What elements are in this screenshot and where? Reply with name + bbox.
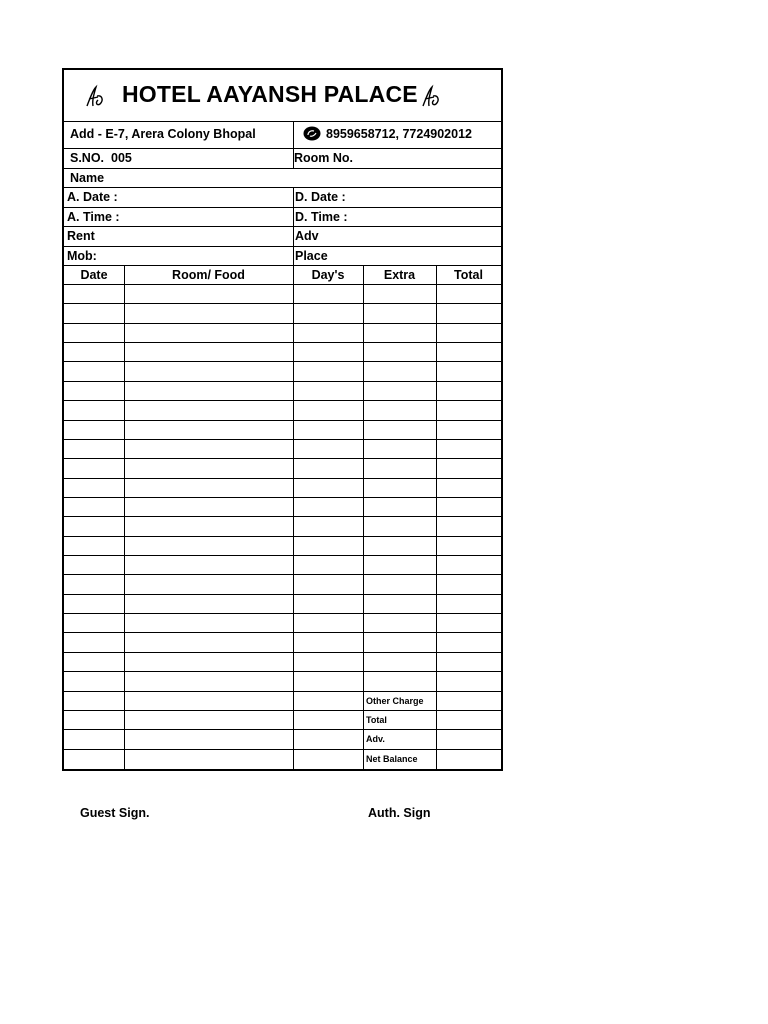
column-divider [293, 653, 294, 671]
column-divider [293, 595, 294, 613]
column-divider [293, 537, 294, 555]
column-divider [363, 459, 364, 477]
table-row [64, 304, 501, 323]
bill-form [62, 68, 503, 771]
sno-row [64, 149, 501, 169]
column-divider [124, 304, 125, 322]
column-divider [293, 266, 294, 284]
column-divider [293, 498, 294, 516]
table-row [64, 730, 501, 749]
table-row [64, 750, 501, 769]
column-divider [363, 517, 364, 535]
hotel-logo-icon [84, 84, 106, 110]
column-header: Extra [383, 268, 416, 282]
column-divider [436, 479, 437, 497]
table-row [64, 401, 501, 420]
column-divider [363, 633, 364, 651]
d-date-label: D. Date : [295, 190, 346, 204]
table-row [64, 324, 501, 343]
column-divider [363, 595, 364, 613]
column-divider [436, 343, 437, 361]
column-divider [124, 324, 125, 342]
column-header: Date [80, 268, 108, 282]
column-divider [293, 692, 294, 710]
address-text: Add - E-7, Arera Colony Bhopal [70, 127, 256, 141]
column-divider [293, 362, 294, 380]
table-row [64, 498, 501, 517]
mob-label: Mob: [67, 248, 97, 263]
column-divider [363, 614, 364, 632]
table-row [64, 285, 501, 304]
column-divider [124, 285, 125, 303]
column-divider [124, 730, 125, 748]
column-divider [124, 556, 125, 574]
column-divider [293, 711, 294, 729]
mob-row [64, 247, 501, 267]
table-header-row [64, 266, 501, 285]
column-divider [363, 362, 364, 380]
column-divider [124, 633, 125, 651]
column-divider [124, 672, 125, 690]
date-row [64, 188, 501, 208]
column-header: Total [454, 268, 483, 282]
table-row [64, 459, 501, 478]
table-row [64, 575, 501, 594]
table-row [64, 343, 501, 362]
column-divider [363, 324, 364, 342]
table-row [64, 440, 501, 459]
column-divider [436, 304, 437, 322]
rent-row [64, 227, 501, 247]
table-row [64, 537, 501, 556]
column-divider [436, 575, 437, 593]
rent-label: Rent [67, 229, 95, 243]
column-divider [124, 479, 125, 497]
column-divider [124, 614, 125, 632]
column-divider [363, 575, 364, 593]
column-divider [293, 421, 294, 439]
name-row [64, 169, 501, 188]
table-row [64, 595, 501, 614]
column-divider [124, 653, 125, 671]
summary-label: Net Balance [366, 753, 418, 764]
column-divider [293, 440, 294, 458]
a-time-label: A. Time : [67, 209, 120, 224]
column-divider [436, 324, 437, 342]
table-row [64, 517, 501, 536]
column-divider [124, 382, 125, 400]
column-divider [363, 401, 364, 419]
column-divider [293, 343, 294, 361]
column-header: Room/ Food [172, 268, 245, 282]
column-divider [124, 498, 125, 516]
adv-label: Adv [295, 229, 319, 243]
column-divider [124, 459, 125, 477]
column-divider [436, 653, 437, 671]
hotel-logo-icon [420, 84, 442, 110]
column-divider [293, 556, 294, 574]
column-divider [124, 517, 125, 535]
table-row [64, 692, 501, 711]
column-divider [436, 556, 437, 574]
summary-label: Other Charge [366, 695, 424, 706]
column-divider [436, 382, 437, 400]
table-row [64, 633, 501, 652]
column-divider [436, 633, 437, 651]
phone-cell [294, 122, 501, 148]
table-row [64, 479, 501, 498]
column-divider [293, 479, 294, 497]
column-divider [363, 556, 364, 574]
column-divider [363, 343, 364, 361]
column-divider [124, 440, 125, 458]
title-row [64, 70, 501, 122]
summary-label: Total [366, 714, 387, 725]
column-divider [363, 304, 364, 322]
column-divider [363, 285, 364, 303]
column-divider [436, 711, 437, 729]
column-divider [363, 421, 364, 439]
column-divider [124, 362, 125, 380]
table-row [64, 653, 501, 672]
column-divider [293, 672, 294, 690]
column-divider [293, 304, 294, 322]
column-divider [363, 653, 364, 671]
time-row [64, 208, 501, 228]
sno-cell [64, 149, 293, 168]
column-divider [436, 440, 437, 458]
column-divider [363, 479, 364, 497]
column-divider [293, 633, 294, 651]
column-divider [436, 498, 437, 516]
column-divider [363, 672, 364, 690]
column-divider [363, 537, 364, 555]
column-divider [293, 324, 294, 342]
room-no-label: Room No. [294, 151, 354, 165]
guest-sign-label: Guest Sign. [80, 806, 150, 820]
column-divider [124, 575, 125, 593]
column-divider [363, 440, 364, 458]
table-row [64, 421, 501, 440]
column-divider [124, 343, 125, 361]
column-divider [436, 517, 437, 535]
column-divider [293, 285, 294, 303]
column-divider [436, 537, 437, 555]
column-divider [436, 672, 437, 690]
column-divider [436, 459, 437, 477]
column-divider [124, 692, 125, 710]
name-label: Name [70, 171, 105, 185]
column-divider [436, 750, 437, 769]
column-divider [436, 614, 437, 632]
column-divider [124, 401, 125, 419]
column-divider [436, 730, 437, 748]
table-row [64, 556, 501, 575]
column-divider [436, 595, 437, 613]
table-row [64, 382, 501, 401]
table-row [64, 711, 501, 730]
column-divider [124, 421, 125, 439]
column-divider [293, 401, 294, 419]
column-divider [293, 750, 294, 769]
hotel-name: HOTEL AAYANSH PALACE [122, 81, 418, 107]
column-divider [436, 401, 437, 419]
column-divider [124, 711, 125, 729]
sno-value: 005 [111, 151, 132, 165]
table-row [64, 672, 501, 691]
column-divider [293, 517, 294, 535]
column-divider [124, 750, 125, 769]
phone-text: 8959658712, 7724902012 [326, 127, 472, 141]
column-divider [436, 362, 437, 380]
column-divider [124, 537, 125, 555]
column-divider [363, 266, 364, 284]
table-row [64, 362, 501, 381]
sno-label: S.NO. [70, 151, 105, 165]
column-divider [436, 692, 437, 710]
column-divider [436, 421, 437, 439]
column-divider [293, 575, 294, 593]
phone-icon [303, 126, 321, 141]
column-divider [363, 382, 364, 400]
column-divider [293, 459, 294, 477]
auth-sign-label: Auth. Sign [368, 806, 431, 820]
column-divider [293, 730, 294, 748]
column-divider [436, 266, 437, 284]
column-divider [363, 498, 364, 516]
summary-label: Adv. [366, 734, 385, 745]
place-label: Place [295, 248, 328, 263]
a-date-label: A. Date : [67, 190, 118, 204]
column-header: Day's [311, 268, 345, 282]
address-row [64, 122, 501, 149]
column-divider [124, 595, 125, 613]
column-divider [293, 382, 294, 400]
column-divider [124, 266, 125, 284]
d-time-label: D. Time : [295, 209, 348, 224]
column-divider [293, 614, 294, 632]
table-row [64, 614, 501, 633]
column-divider [436, 285, 437, 303]
